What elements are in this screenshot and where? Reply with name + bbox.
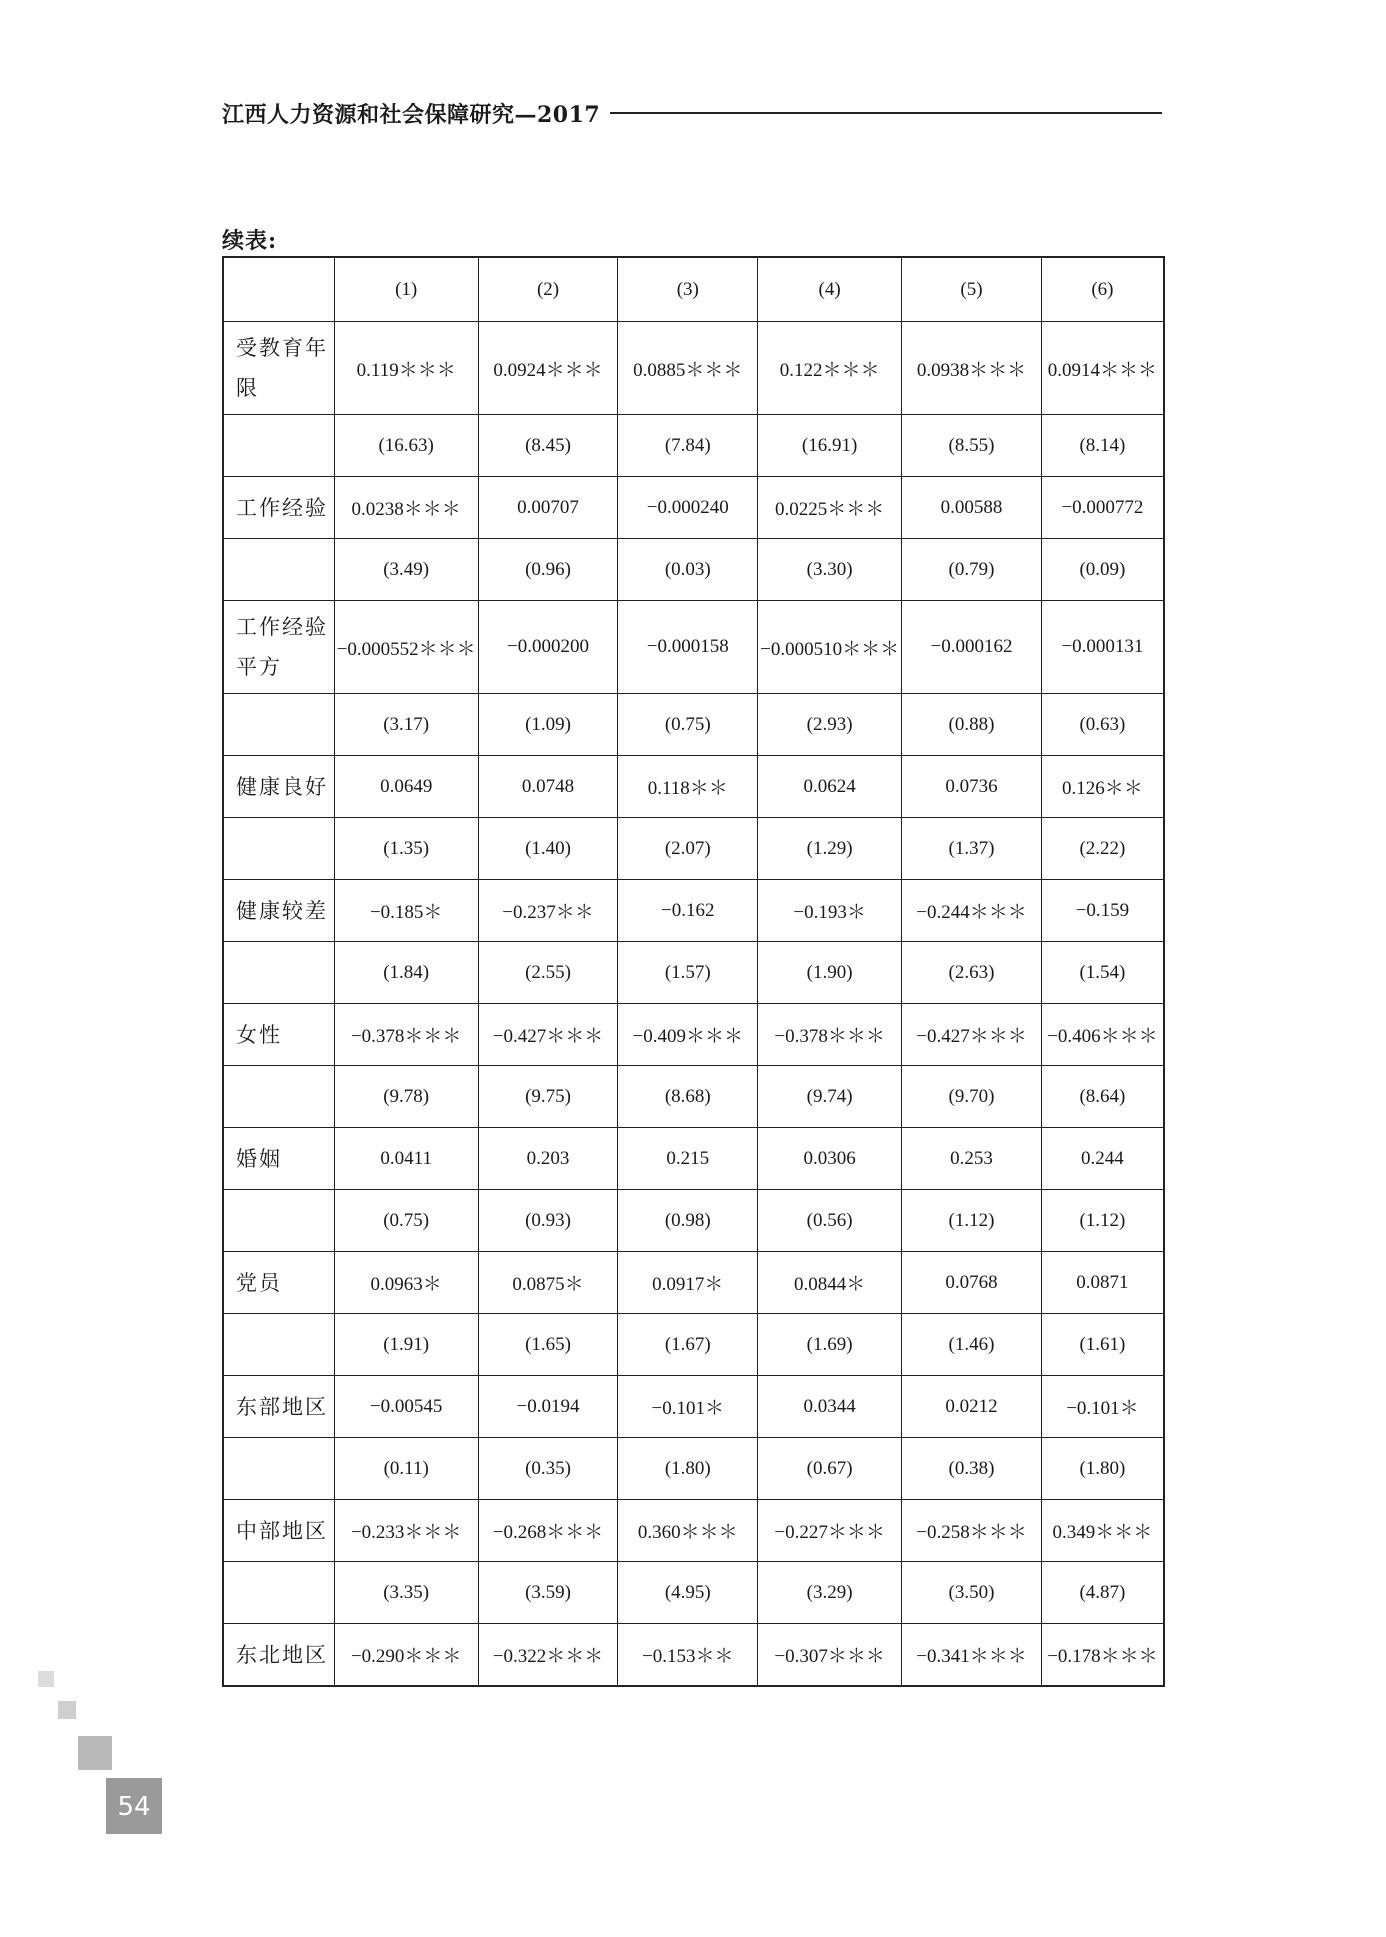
column-header: (3) [618, 257, 758, 322]
row-label [223, 818, 334, 880]
column-header-row [223, 257, 1164, 322]
coefficient-cell: −0.378＊＊＊ [334, 1004, 478, 1066]
tstat-cell: (1.61) [1041, 1314, 1164, 1376]
coefficient-cell: 0.122＊＊＊ [758, 322, 902, 415]
coefficient-cell: 0.0924＊＊＊ [478, 322, 618, 415]
coefficient-row [223, 756, 1164, 818]
coefficient-cell: −0.000162 [902, 601, 1042, 694]
coefficient-cell: −0.427＊＊＊ [902, 1004, 1042, 1066]
column-header: (1) [334, 257, 478, 322]
row-label: 女性 [223, 1004, 334, 1066]
coefficient-cell: −0.268＊＊＊ [478, 1500, 618, 1562]
coefficient-cell: 0.0963＊ [334, 1252, 478, 1314]
coefficient-cell: −0.378＊＊＊ [758, 1004, 902, 1066]
tstat-cell: (2.93) [758, 694, 902, 756]
coefficient-cell: 0.203 [478, 1128, 618, 1190]
tstat-cell: (0.11) [334, 1438, 478, 1500]
coefficient-row [223, 477, 1164, 539]
column-header-corner [223, 257, 334, 322]
coefficient-cell: −0.000240 [618, 477, 758, 539]
coefficient-cell: −0.00545 [334, 1376, 478, 1438]
coefficient-cell: 0.349＊＊＊ [1041, 1500, 1164, 1562]
coefficient-cell: 0.0238＊＊＊ [334, 477, 478, 539]
tstat-cell: (1.40) [478, 818, 618, 880]
page-number-box [106, 1778, 162, 1834]
coefficient-cell: 0.0844＊ [758, 1252, 902, 1314]
tstat-cell: (3.49) [334, 539, 478, 601]
tstat-cell: (2.07) [618, 818, 758, 880]
coefficient-row [223, 1004, 1164, 1066]
tstat-cell: (2.63) [902, 942, 1042, 1004]
coefficient-cell: −0.000158 [618, 601, 758, 694]
row-label: 工作经验平方 [223, 601, 334, 694]
row-label: 党员 [223, 1252, 334, 1314]
tstat-cell: (0.56) [758, 1190, 902, 1252]
tstat-cell: (0.35) [478, 1438, 618, 1500]
row-label: 工作经验 [223, 477, 334, 539]
tstat-cell: (16.63) [334, 415, 478, 477]
tstat-cell: (8.64) [1041, 1066, 1164, 1128]
coefficient-row [223, 1128, 1164, 1190]
tstat-cell: (1.67) [618, 1314, 758, 1376]
tstat-cell: (0.75) [618, 694, 758, 756]
tstat-row [223, 1066, 1164, 1128]
row-label [223, 1190, 334, 1252]
row-label: 健康较差 [223, 880, 334, 942]
tstat-cell: (0.67) [758, 1438, 902, 1500]
coefficient-cell: 0.0649 [334, 756, 478, 818]
row-label: 受教育年限 [223, 322, 334, 415]
tstat-cell: (4.95) [618, 1562, 758, 1624]
tstat-cell: (3.29) [758, 1562, 902, 1624]
tstat-cell: (3.59) [478, 1562, 618, 1624]
tstat-row [223, 539, 1164, 601]
tstat-cell: (0.93) [478, 1190, 618, 1252]
tstat-row [223, 1438, 1164, 1500]
coefficient-row [223, 322, 1164, 415]
row-label [223, 539, 334, 601]
row-label [223, 1066, 334, 1128]
coefficient-cell: −0.178＊＊＊ [1041, 1624, 1164, 1687]
running-header [222, 98, 1162, 128]
coefficient-cell: 0.00588 [902, 477, 1042, 539]
column-header: (6) [1041, 257, 1164, 322]
coefficient-row [223, 1252, 1164, 1314]
tstat-cell: (8.45) [478, 415, 618, 477]
coefficient-cell: −0.341＊＊＊ [902, 1624, 1042, 1687]
tstat-cell: (1.37) [902, 818, 1042, 880]
tstat-cell: (1.29) [758, 818, 902, 880]
coefficient-cell: −0.162 [618, 880, 758, 942]
row-label: 东部地区 [223, 1376, 334, 1438]
coefficient-cell: 0.0885＊＊＊ [618, 322, 758, 415]
column-header: (4) [758, 257, 902, 322]
coefficient-cell: −0.000131 [1041, 601, 1164, 694]
coefficient-cell: 0.119＊＊＊ [334, 322, 478, 415]
coefficient-cell: −0.409＊＊＊ [618, 1004, 758, 1066]
row-label: 东北地区 [223, 1624, 334, 1687]
tstat-cell: (0.09) [1041, 539, 1164, 601]
coefficient-cell: −0.000510＊＊＊ [758, 601, 902, 694]
regression-table [222, 256, 1165, 1687]
row-label [223, 415, 334, 477]
coefficient-cell: 0.126＊＊ [1041, 756, 1164, 818]
row-label [223, 694, 334, 756]
coefficient-cell: 0.215 [618, 1128, 758, 1190]
coefficient-row [223, 601, 1164, 694]
row-label [223, 1562, 334, 1624]
coefficient-cell: 0.00707 [478, 477, 618, 539]
tstat-row [223, 1562, 1164, 1624]
tstat-cell: (1.46) [902, 1314, 1042, 1376]
row-label [223, 1438, 334, 1500]
row-label: 健康良好 [223, 756, 334, 818]
coefficient-cell: −0.307＊＊＊ [758, 1624, 902, 1687]
tstat-cell: (1.91) [334, 1314, 478, 1376]
tstat-cell: (3.17) [334, 694, 478, 756]
tstat-cell: (1.12) [1041, 1190, 1164, 1252]
tstat-row [223, 415, 1164, 477]
tstat-cell: (1.84) [334, 942, 478, 1004]
row-label: 婚姻 [223, 1128, 334, 1190]
tstat-cell: (9.75) [478, 1066, 618, 1128]
tstat-cell: (3.50) [902, 1562, 1042, 1624]
coefficient-cell: 0.0212 [902, 1376, 1042, 1438]
column-header: (5) [902, 257, 1042, 322]
tstat-cell: (1.69) [758, 1314, 902, 1376]
coefficient-cell: 0.0411 [334, 1128, 478, 1190]
tstat-cell: (8.68) [618, 1066, 758, 1128]
coefficient-cell: 0.118＊＊ [618, 756, 758, 818]
tstat-cell: (1.12) [902, 1190, 1042, 1252]
tstat-cell: (0.98) [618, 1190, 758, 1252]
coefficient-cell: −0.227＊＊＊ [758, 1500, 902, 1562]
coefficient-cell: 0.0225＊＊＊ [758, 477, 902, 539]
tstat-cell: (4.87) [1041, 1562, 1164, 1624]
coefficient-cell: 0.0914＊＊＊ [1041, 322, 1164, 415]
coefficient-cell: 0.0624 [758, 756, 902, 818]
coefficient-cell: −0.233＊＊＊ [334, 1500, 478, 1562]
tstat-cell: (2.55) [478, 942, 618, 1004]
coefficient-cell: 0.0768 [902, 1252, 1042, 1314]
decor-square [78, 1736, 112, 1770]
coefficient-cell: 0.0748 [478, 756, 618, 818]
coefficient-cell: −0.000772 [1041, 477, 1164, 539]
tstat-cell: (3.30) [758, 539, 902, 601]
row-label: 中部地区 [223, 1500, 334, 1562]
tstat-cell: (0.88) [902, 694, 1042, 756]
tstat-cell: (1.09) [478, 694, 618, 756]
coefficient-cell: −0.159 [1041, 880, 1164, 942]
coefficient-cell: −0.185＊ [334, 880, 478, 942]
tstat-cell: (9.70) [902, 1066, 1042, 1128]
tstat-cell: (1.65) [478, 1314, 618, 1376]
tstat-cell: (1.80) [618, 1438, 758, 1500]
coefficient-cell: −0.258＊＊＊ [902, 1500, 1042, 1562]
tstat-cell: (9.74) [758, 1066, 902, 1128]
tstat-cell: (1.80) [1041, 1438, 1164, 1500]
tstat-cell: (16.91) [758, 415, 902, 477]
tstat-cell: (1.54) [1041, 942, 1164, 1004]
tstat-cell: (3.35) [334, 1562, 478, 1624]
decor-square [58, 1701, 76, 1719]
coefficient-cell: 0.360＊＊＊ [618, 1500, 758, 1562]
row-label [223, 942, 334, 1004]
column-header: (2) [478, 257, 618, 322]
coefficient-cell: 0.0306 [758, 1128, 902, 1190]
coefficient-cell: −0.101＊ [618, 1376, 758, 1438]
coefficient-cell: −0.0194 [478, 1376, 618, 1438]
tstat-cell: (7.84) [618, 415, 758, 477]
coefficient-cell: 0.0871 [1041, 1252, 1164, 1314]
coefficient-cell: 0.0938＊＊＊ [902, 322, 1042, 415]
decor-square [38, 1671, 54, 1687]
tstat-row [223, 1314, 1164, 1376]
coefficient-cell: −0.322＊＊＊ [478, 1624, 618, 1687]
tstat-cell: (8.55) [902, 415, 1042, 477]
tstat-row [223, 1190, 1164, 1252]
coefficient-cell: −0.290＊＊＊ [334, 1624, 478, 1687]
coefficient-row [223, 1624, 1164, 1687]
tstat-cell: (9.78) [334, 1066, 478, 1128]
tstat-cell: (0.38) [902, 1438, 1042, 1500]
coefficient-cell: 0.244 [1041, 1128, 1164, 1190]
coefficient-cell: −0.000200 [478, 601, 618, 694]
coefficient-cell: −0.427＊＊＊ [478, 1004, 618, 1066]
tstat-cell: (0.03) [618, 539, 758, 601]
coefficient-cell: 0.0875＊ [478, 1252, 618, 1314]
coefficient-cell: −0.237＊＊ [478, 880, 618, 942]
coefficient-cell: 0.253 [902, 1128, 1042, 1190]
running-header-title: 江西人力资源和社会保障研究—2017 [222, 101, 601, 128]
header-rule [610, 112, 1162, 114]
coefficient-cell: 0.0344 [758, 1376, 902, 1438]
coefficient-cell: −0.193＊ [758, 880, 902, 942]
coefficient-row [223, 880, 1164, 942]
row-label [223, 1314, 334, 1376]
tstat-row [223, 694, 1164, 756]
coefficient-cell: −0.406＊＊＊ [1041, 1004, 1164, 1066]
coefficient-row [223, 1500, 1164, 1562]
tstat-row [223, 818, 1164, 880]
tstat-cell: (0.63) [1041, 694, 1164, 756]
coefficient-cell: −0.153＊＊ [618, 1624, 758, 1687]
coefficient-cell: −0.244＊＊＊ [902, 880, 1042, 942]
tstat-cell: (0.79) [902, 539, 1042, 601]
coefficient-cell: 0.0736 [902, 756, 1042, 818]
coefficient-cell: 0.0917＊ [618, 1252, 758, 1314]
tstat-cell: (1.35) [334, 818, 478, 880]
coefficient-row [223, 1376, 1164, 1438]
tstat-row [223, 942, 1164, 1004]
tstat-cell: (0.96) [478, 539, 618, 601]
coefficient-cell: −0.101＊ [1041, 1376, 1164, 1438]
tstat-cell: (2.22) [1041, 818, 1164, 880]
page-number: 54 [117, 1792, 151, 1822]
coefficient-cell: −0.000552＊＊＊ [334, 601, 478, 694]
tstat-cell: (1.57) [618, 942, 758, 1004]
tstat-cell: (0.75) [334, 1190, 478, 1252]
tstat-cell: (1.90) [758, 942, 902, 1004]
table-caption: 续表: [222, 228, 278, 254]
tstat-cell: (8.14) [1041, 415, 1164, 477]
